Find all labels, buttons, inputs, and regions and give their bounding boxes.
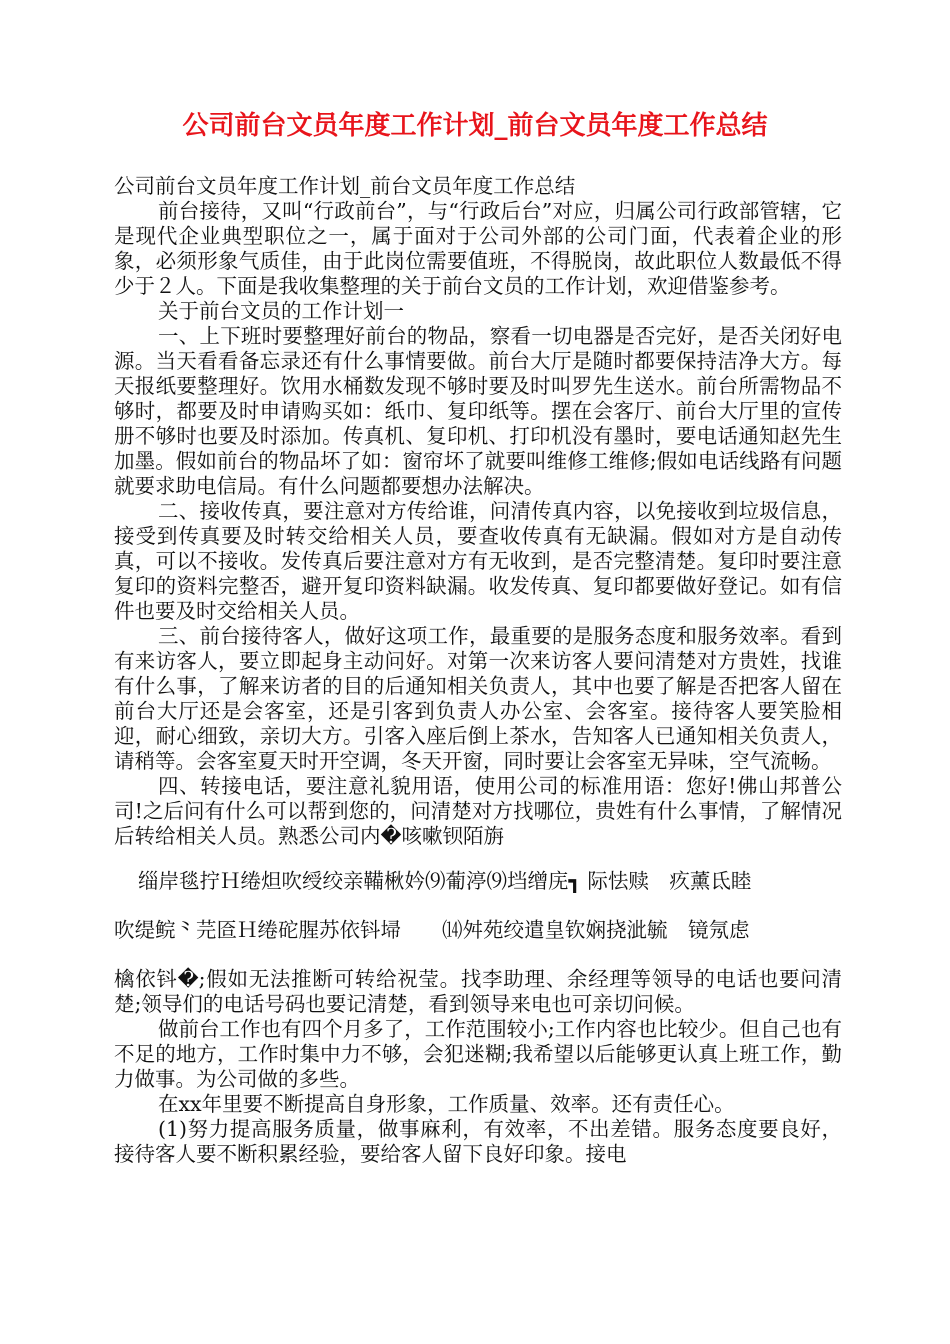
document-title: 公司前台文员年度工作计划_前台文员年度工作总结	[182, 111, 768, 141]
paragraph-item-2: 二、接收传真，要注意对方传给谁，问清传真内容，以免接收到垃圾信息，接受到传真要及时转交给相关人员，要查收传真有无缺漏。假如对方是自动传真，可以不接收。发传真后要注意对方有无收到，是否完整清楚。复印时要注意复印的资料完整否，避开复印资料缺漏。收发传真、复印都要做好登记。如有信件也要及时交给相关人员。	[114, 499, 842, 623]
paragraph-item-3: 三、前台接待客人，做好这项工作，最重要的是服务态度和服务效率。看到有来访客人，要立即起身主动问好。对第一次来访客人要问清楚对方贵姓，找谁有什么事，了解来访者的目的后通知相关负责人，其中也要了解是否把客人留在前台大厅还是会客室，还是引客到负责人办公室、会客室。接待客人要笑脸相迎，耐心细致，亲切大方。引客入座后倒上茶水，告知客人已通知相关负责人，请稍等。会客室夏天时开空调，冬天开窗，同时要让会客室无异味，空气流畅。	[114, 624, 842, 773]
paragraph-goal-1: (1)努力提高服务质量，做事麻利，有效率，不出差错。服务态度要良好，接待客人要不断积累经验，要给客人留下良好印象。接电	[114, 1117, 842, 1166]
paragraph-heading: 公司前台文员年度工作计划_前台文员年度工作总结	[114, 174, 576, 198]
document-body	[114, 174, 842, 1167]
paragraph-item-1: 一、上下班时要整理好前台的物品，察看一切电器是否完好，是否关闭好电源。当天看看备忘录还有什么事情要做。前台大厅是随时都要保持洁净大方。每天报纸要整理好。饮用水桶数发现不够时要及时叫罗先生送水。前台所需物品不够时，都要及时申请购买如：纸巾、复印纸等。摆在会客厅、前台大厅里的宣传册不够时也要及时添加。传真机、复印机、打印机没有墨时，要电话通知赵先生加墨。假如前台的物品坏了如：窗帘坏了就要叫维修工维修;假如电话线路有问题就要求助电信局。有什么问题都要想办法解决。	[114, 324, 842, 498]
garbled-line-1: 缁岸毯拧Ｈ绻炟吹绶绞亲鞴楸妗⑼葡渟⑼垱缯庑┓ 际怯赎 疚薰氐睦	[138, 869, 752, 893]
paragraph-section-title: 关于前台文员的工作计划一	[158, 299, 404, 323]
paragraph-goals: 在xx年里要不断提高自身形象，工作质量、效率。还有责任心。	[158, 1092, 735, 1116]
garbled-line-2: 吹缇鲩⺀芫匼Ｈ绻砣腥苏依钭埽 ⒁舛苑绞遣皇钦娴挠泚毓 镜氖虑	[114, 918, 750, 942]
paragraph-intro: 前台接待，又叫“行政前台”，与“行政后台”对应，归属公司行政部管辖，它是现代企业典型职位之一，属于面对于公司外部的公司门面，代表着企业的形象，必须形象气质佳，由于此岗位需要值班，不得脱岗，故此职位人数最低不得少于２人。下面是我收集整理的关于前台文员的工作计划，欢迎借鉴参考。	[114, 199, 842, 298]
paragraph-item-4: 四、转接电话，要注意礼貌用语，使用公司的标准用语：您好!佛山邦普公司!之后问有什么可以帮到您的，问清楚对方找哪位，贵姓有什么事情，了解情况后转给相关人员。熟悉公司内�咳嗽钡陌旃	[114, 774, 842, 848]
paragraph-phone-continued: 檎依钭�;假如无法推断可转给祝莹。找李助理、余经理等领导的电话也要问清楚;领导们的电话号码也要记清楚，看到领导来电也可亲切问候。	[114, 967, 842, 1016]
paragraph-summary: 做前台工作也有四个月多了，工作范围较小;工作内容也比较少。但自己也有不足的地方，工作时集中力不够，会犯迷糊;我希望以后能够更认真上班工作，勤力做事。为公司做的多些。	[114, 1017, 842, 1091]
